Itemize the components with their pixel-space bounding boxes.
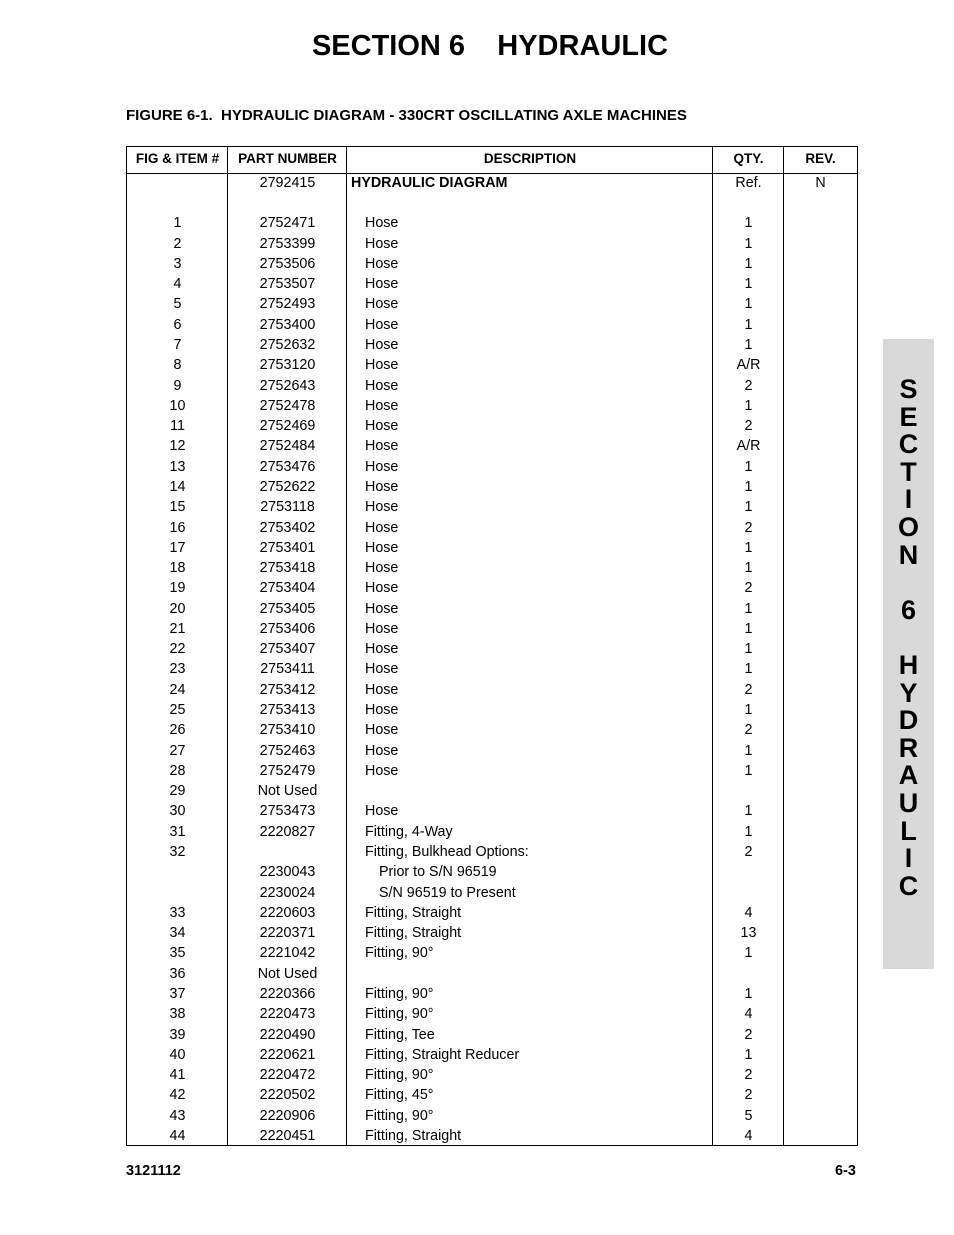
cell-part-number: 2220490 [259, 1026, 316, 1043]
table-row [127, 781, 857, 801]
cell-part-number: 2753404 [259, 580, 316, 597]
cell-part-number: 2752479 [259, 762, 316, 779]
footer-doc-number: 3121112 [126, 1163, 181, 1179]
cell-part-number: 2752643 [259, 377, 316, 394]
cell-part-number: 2752471 [259, 215, 316, 232]
cell-description: Fitting, 90° [365, 985, 434, 1002]
table-row [127, 761, 857, 781]
table-row [127, 842, 857, 862]
cell-description: Fitting, Straight Reducer [365, 1046, 520, 1063]
cell-part-number: 2753412 [259, 681, 316, 698]
cell-qty: 1 [744, 458, 753, 475]
cell-fig-item: 34 [169, 925, 186, 942]
table-row [127, 173, 857, 193]
table-row [127, 1065, 857, 1085]
table-row [127, 396, 857, 416]
cell-qty: 1 [744, 641, 753, 658]
cell-qty: 1 [744, 945, 753, 962]
cell-qty: 1 [744, 397, 753, 414]
cell-qty: 1 [744, 255, 753, 272]
cell-description: Hose [365, 641, 399, 658]
cell-description: Fitting, Bulkhead Options: [365, 844, 529, 860]
table-row [127, 1106, 857, 1126]
side-tab-letter: D [898, 705, 919, 736]
cell-part-number: 2220366 [259, 985, 316, 1002]
table-row [127, 1004, 857, 1024]
table-row [127, 355, 857, 375]
table-row [127, 943, 857, 963]
cell-qty: 1 [744, 742, 753, 759]
cell-description: Hose [365, 580, 399, 597]
cell-fig-item: 31 [169, 823, 186, 840]
table-row [127, 376, 857, 396]
cell-fig-item: 32 [169, 844, 186, 860]
cell-qty: 1 [744, 478, 753, 495]
cell-part-number: 2753507 [259, 276, 316, 293]
cell-part-number: 2753406 [259, 620, 316, 637]
cell-qty: A/R [736, 438, 761, 455]
cell-fig-item: 29 [169, 783, 186, 800]
cell-part-number: 2220451 [259, 1127, 316, 1144]
table-row [127, 254, 857, 274]
cell-qty: 1 [744, 762, 753, 779]
cell-description: Hose [365, 722, 399, 739]
cell-qty: 2 [744, 418, 753, 435]
cell-description: Hose [365, 215, 399, 232]
cell-description: HYDRAULIC DIAGRAM [351, 175, 508, 191]
cell-rev: N [815, 175, 826, 191]
cell-qty: 2 [744, 1087, 753, 1104]
cell-qty: 1 [744, 316, 753, 333]
cell-part-number: 2752469 [259, 418, 316, 435]
cell-part-number: 2753506 [259, 255, 316, 272]
cell-part-number: 2753405 [259, 600, 316, 617]
cell-description: Hose [365, 397, 399, 414]
table-row [127, 436, 857, 456]
cell-description: Hose [365, 742, 399, 759]
cell-description: Hose [365, 600, 399, 617]
cell-part-number: 2220906 [259, 1107, 316, 1124]
cell-description: Hose [365, 276, 399, 293]
cell-fig-item: 33 [169, 904, 186, 921]
side-tab-letter: L [900, 815, 917, 846]
table-row [127, 294, 857, 314]
side-tab-letter: N [898, 539, 919, 570]
cell-description: Fitting, Straight [365, 1127, 462, 1144]
header-qty: QTY. [733, 151, 764, 166]
cell-description: Fitting, 90° [365, 1067, 434, 1083]
cell-fig-item: 25 [169, 702, 186, 718]
cell-fig-item: 27 [169, 742, 186, 759]
cell-fig-item: 39 [169, 1026, 186, 1043]
side-tab-letter: C [898, 429, 919, 460]
cell-fig-item: 22 [169, 641, 186, 658]
table-row [127, 883, 857, 903]
cell-description: Hose [365, 661, 399, 678]
cell-fig-item: 17 [169, 539, 186, 556]
cell-description: Hose [365, 316, 399, 333]
section-side-tab [883, 339, 934, 969]
cell-part-number: 2753407 [259, 641, 316, 658]
cell-fig-item: 40 [169, 1046, 186, 1063]
cell-part-number: Not Used [257, 965, 318, 982]
cell-fig-item: 9 [173, 377, 182, 394]
cell-qty: A/R [736, 357, 761, 374]
cell-fig-item: 20 [169, 600, 186, 617]
cell-qty: 1 [744, 296, 753, 313]
cell-description: Fitting, Straight [365, 904, 462, 921]
cell-fig-item: 16 [169, 519, 186, 536]
table-row [127, 1085, 857, 1105]
cell-part-number: 2753411 [260, 661, 315, 678]
cell-part-number: 2752478 [259, 397, 316, 414]
cell-description: Fitting, Straight [365, 925, 462, 942]
table-row [127, 639, 857, 659]
side-tab-letter: C [898, 870, 919, 901]
table-row [127, 416, 857, 436]
cell-part-number: 2220472 [259, 1067, 316, 1083]
table-row [127, 335, 857, 355]
side-tab-letter: I [904, 484, 913, 515]
cell-part-number: 2220371 [259, 925, 316, 942]
table-row [127, 720, 857, 740]
cell-fig-item: 15 [169, 499, 186, 516]
cell-part-number: 2230024 [259, 884, 316, 901]
cell-part-number: 2753418 [259, 560, 316, 576]
side-tab-letter: H [898, 650, 919, 680]
table-row [127, 558, 857, 578]
cell-fig-item: 24 [169, 681, 186, 698]
cell-description: Hose [365, 560, 399, 576]
cell-fig-item: 43 [169, 1107, 186, 1124]
cell-part-number: Not Used [257, 783, 318, 800]
cell-part-number: 2220827 [259, 823, 316, 840]
cell-part-number: 2753120 [259, 357, 316, 374]
table-row [127, 801, 857, 821]
cell-qty: 1 [744, 823, 753, 840]
cell-description: Hose [365, 438, 399, 455]
cell-qty: 1 [744, 235, 753, 252]
table-row [127, 1126, 857, 1146]
cell-fig-item: 19 [169, 580, 186, 597]
cell-qty: 1 [744, 620, 753, 637]
side-tab-letter: Y [899, 677, 918, 708]
cell-qty: 1 [744, 499, 753, 516]
cell-qty: 2 [744, 519, 753, 536]
side-tab-letter: I [904, 843, 913, 874]
cell-qty: 5 [744, 1107, 753, 1124]
header-rev: REV. [805, 151, 836, 166]
cell-description: Hose [365, 377, 399, 394]
table-row [127, 700, 857, 720]
table-row [127, 964, 857, 984]
cell-fig-item: 42 [169, 1087, 186, 1104]
cell-qty: 1 [744, 702, 753, 718]
cell-fig-item: 13 [169, 458, 186, 475]
cell-description: Fitting, Tee [365, 1026, 435, 1043]
cell-fig-item: 37 [169, 985, 186, 1002]
cell-qty: 1 [744, 803, 753, 820]
cell-qty: 2 [744, 844, 753, 860]
cell-part-number: 2753476 [259, 458, 316, 475]
cell-part-number: 2753473 [259, 803, 316, 820]
cell-fig-item: 41 [169, 1067, 186, 1083]
cell-qty: 1 [744, 1046, 753, 1063]
cell-fig-item: 30 [169, 803, 186, 820]
cell-part-number: 2230043 [259, 864, 316, 881]
cell-part-number: 2752632 [259, 337, 316, 353]
side-tab-letter: U [898, 788, 919, 818]
cell-part-number: 2752484 [259, 438, 316, 455]
cell-fig-item: 10 [169, 397, 186, 414]
cell-qty: 1 [744, 539, 753, 556]
cell-part-number: 2752463 [259, 742, 316, 759]
cell-part-number: 2220621 [259, 1046, 316, 1063]
cell-qty: 1 [744, 661, 753, 678]
cell-description: Hose [365, 337, 399, 353]
cell-description: Fitting, 90° [365, 1006, 434, 1023]
cell-part-number: 2220502 [259, 1087, 316, 1104]
cell-fig-item: 36 [169, 965, 186, 982]
cell-part-number: 2752493 [259, 296, 316, 313]
cell-fig-item: 21 [169, 620, 186, 637]
cell-qty: 1 [744, 276, 753, 293]
cell-description: Hose [365, 478, 399, 495]
cell-fig-item: 28 [169, 762, 186, 779]
side-tab-letter: E [899, 401, 918, 432]
cell-fig-item: 1 [173, 215, 182, 232]
side-tab-letter: R [898, 732, 919, 763]
table-row [127, 578, 857, 598]
header-part-number: PART NUMBER [238, 151, 337, 166]
cell-qty: 2 [744, 1026, 753, 1043]
cell-qty: 1 [744, 560, 753, 576]
cell-fig-item: 8 [173, 357, 182, 374]
cell-fig-item: 14 [169, 478, 186, 495]
table-row [127, 923, 857, 943]
table-row [127, 477, 857, 497]
table-row [127, 599, 857, 619]
cell-description: Hose [365, 803, 399, 820]
table-row [127, 234, 857, 254]
table-row [127, 213, 857, 233]
cell-part-number: 2753400 [259, 316, 316, 333]
cell-qty: 1 [744, 337, 753, 353]
cell-part-number: 2753410 [259, 722, 316, 739]
section-title: SECTION 6 HYDRAULIC [311, 30, 669, 62]
cell-qty: 4 [744, 1006, 753, 1023]
table-row [127, 274, 857, 294]
cell-description: Prior to S/N 96519 [379, 864, 497, 881]
cell-qty: 4 [744, 904, 753, 921]
cell-fig-item: 3 [173, 255, 182, 272]
cell-description: Hose [365, 418, 399, 435]
cell-qty: 1 [744, 985, 753, 1002]
cell-part-number: 2792415 [259, 175, 316, 191]
cell-description: Hose [365, 255, 399, 272]
side-tab-letter: 6 [900, 594, 917, 625]
cell-part-number: 2753401 [259, 539, 316, 556]
table-row [127, 741, 857, 761]
parts-table [126, 146, 858, 1146]
cell-part-number: 2220603 [259, 904, 316, 921]
table-row [127, 457, 857, 477]
cell-qty: 2 [744, 580, 753, 597]
cell-fig-item: 35 [169, 945, 186, 962]
table-row [127, 1045, 857, 1065]
cell-part-number: 2753118 [260, 499, 315, 516]
cell-fig-item: 18 [169, 560, 186, 576]
table-row [127, 659, 857, 679]
cell-description: Hose [365, 357, 399, 374]
cell-fig-item: 5 [173, 296, 182, 313]
cell-qty: 2 [744, 377, 753, 394]
side-tab-letter: A [898, 760, 919, 791]
table-row [127, 862, 857, 882]
side-tab-letter: O [897, 512, 919, 542]
table-row [127, 315, 857, 335]
table-row [127, 822, 857, 842]
table-row [127, 538, 857, 558]
table-row [127, 680, 857, 700]
cell-fig-item: 7 [173, 337, 182, 353]
table-row [127, 619, 857, 639]
figure-title: FIGURE 6-1. HYDRAULIC DIAGRAM - 330CRT OSCILLATING AXLE MACHINES [126, 107, 687, 124]
cell-description: Hose [365, 296, 399, 313]
cell-fig-item: 11 [170, 418, 185, 435]
cell-qty: 1 [744, 215, 753, 232]
cell-description: Hose [365, 620, 399, 637]
cell-fig-item: 23 [169, 661, 186, 678]
footer-page-number: 6-3 [835, 1163, 856, 1179]
cell-description: Hose [365, 458, 399, 475]
cell-qty: 2 [744, 1067, 753, 1083]
cell-description: Fitting, 90° [365, 945, 434, 962]
table-row [127, 1025, 857, 1045]
header-fig-item: FIG & ITEM # [135, 151, 220, 166]
cell-description: Hose [365, 499, 399, 516]
cell-fig-item: 4 [173, 276, 182, 293]
cell-qty: Ref. [735, 175, 762, 191]
cell-fig-item: 6 [173, 316, 182, 333]
cell-part-number: 2752622 [259, 478, 316, 495]
cell-qty: 4 [744, 1127, 753, 1144]
cell-part-number: 2753399 [259, 235, 316, 252]
side-tab-letter: S [899, 374, 918, 404]
cell-qty: 2 [744, 681, 753, 698]
cell-description: Fitting, 90° [365, 1107, 434, 1124]
table-row [127, 497, 857, 517]
table-row [127, 984, 857, 1004]
cell-qty: 1 [744, 600, 753, 617]
cell-fig-item: 44 [169, 1127, 186, 1144]
cell-description: S/N 96519 to Present [379, 884, 516, 901]
side-tab-letter: T [900, 456, 917, 487]
cell-fig-item: 26 [169, 722, 186, 739]
cell-description: Fitting, 4-Way [365, 823, 453, 840]
cell-fig-item: 38 [169, 1006, 186, 1023]
cell-description: Hose [365, 681, 399, 698]
cell-description: Hose [365, 539, 399, 556]
table-row [127, 903, 857, 923]
cell-part-number: 2221042 [259, 945, 316, 962]
cell-description: Hose [365, 702, 399, 718]
cell-description: Hose [365, 235, 399, 252]
cell-part-number: 2753402 [259, 519, 316, 536]
cell-qty: 2 [744, 722, 753, 739]
cell-description: Hose [365, 762, 399, 779]
cell-part-number: 2753413 [259, 702, 316, 718]
cell-part-number: 2220473 [259, 1006, 316, 1023]
cell-fig-item: 2 [173, 235, 182, 252]
table-row [127, 518, 857, 538]
header-description: DESCRIPTION [483, 151, 577, 166]
cell-description: Fitting, 45° [365, 1087, 434, 1104]
cell-fig-item: 12 [169, 438, 186, 455]
cell-qty: 13 [740, 925, 757, 942]
cell-description: Hose [365, 519, 399, 536]
